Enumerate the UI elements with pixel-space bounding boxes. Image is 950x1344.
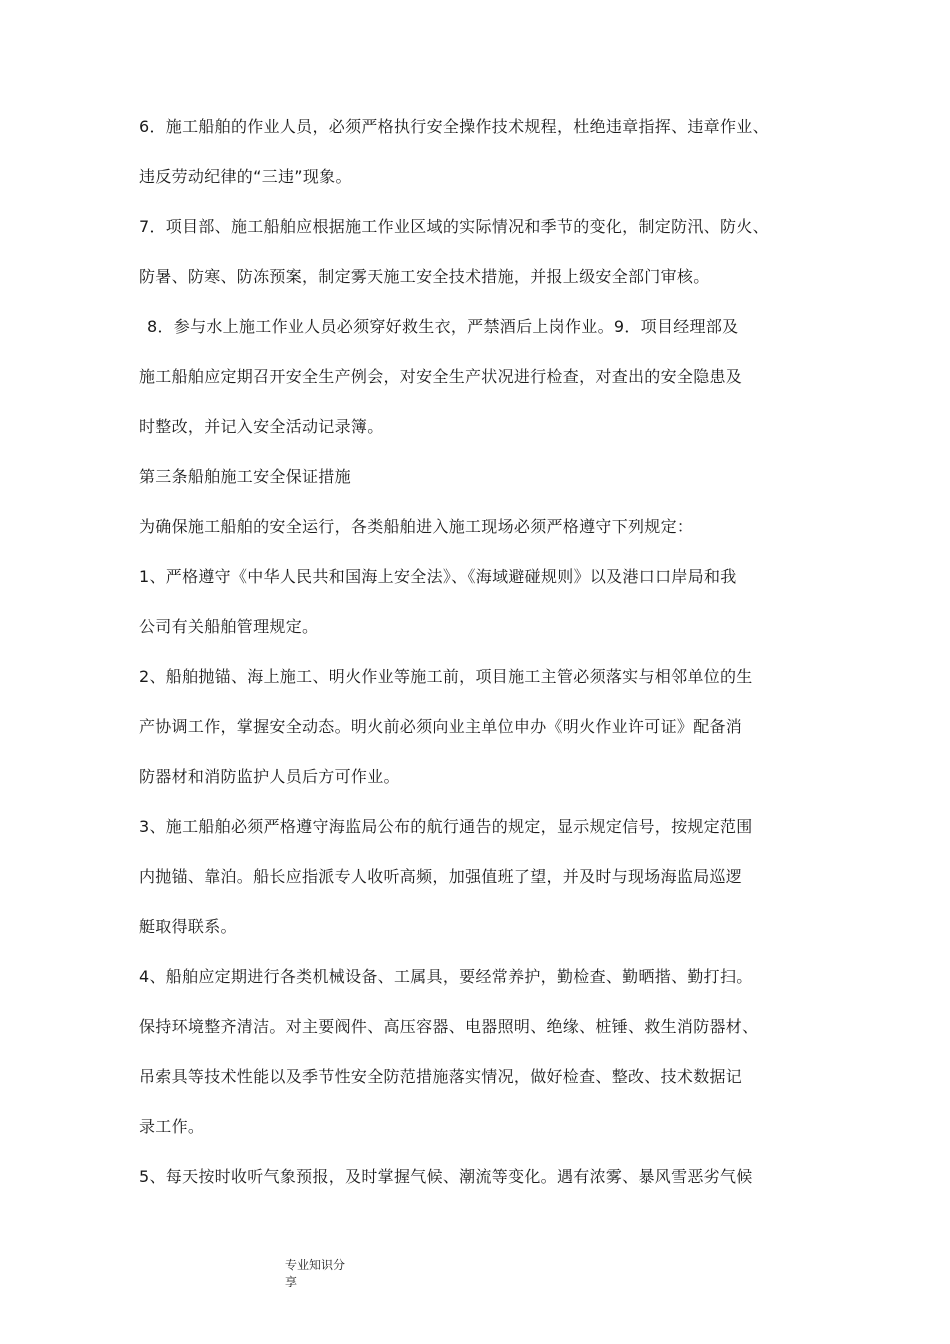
footer-text: 享: [285, 1275, 298, 1289]
text-line: 保持环境整齐清洁。对主要阀件、高压容器、电器照明、绝缘、桩锤、救生消防器材、: [139, 1017, 759, 1036]
text-line: 4、船舶应定期进行各类机械设备、工属具，要经常养护，勤检查、勤晒揩、勤打扫。: [139, 967, 753, 986]
text-line: 艇取得联系。: [139, 917, 237, 936]
text-line: 为确保施工船舶的安全运行，各类船舶进入施工现场必须严格遵守下列规定：: [139, 517, 694, 536]
text-line: 内抛锚、靠泊。船长应指派专人收听高频，加强值班了望，并及时与现场海监局巡逻: [139, 867, 743, 886]
text-line: 7．项目部、施工船舶应根据施工作业区域的实际情况和季节的变化，制定防汛、防火、: [139, 217, 769, 236]
text-line: 5、每天按时收听气象预报，及时掌握气候、潮流等变化。遇有浓雾、暴风雪恶劣气候: [139, 1167, 753, 1186]
text-line: 防暑、防寒、防冻预案，制定雾天施工安全技术措施，并报上级安全部门审核。: [139, 267, 710, 286]
text-line: 3、施工船舶必须严格遵守海监局公布的航行通告的规定，显示规定信号，按规定范围: [139, 817, 753, 836]
text-line: 时整改，并记入安全活动记录簿。: [139, 417, 384, 436]
text-line: 产协调工作，掌握安全动态。明火前必须向业主单位申办《明火作业许可证》配备消: [139, 717, 743, 736]
text-line: 吊索具等技术性能以及季节性安全防范措施落实情况，做好检查、整改、技术数据记: [139, 1067, 743, 1086]
text-line: 1、严格遵守《中华人民共和国海上安全法》、《海域避碰规则》以及港口口岸局和我: [139, 567, 737, 586]
footer-text: 专业知识分: [285, 1258, 346, 1272]
text-line: 公司有关船舶管理规定。: [139, 617, 319, 636]
text-line: 防器材和消防监护人员后方可作业。: [139, 767, 400, 786]
text-line: 违反劳动纪律的“三违”现象。: [139, 167, 352, 186]
section-heading: 第三条船舶施工安全保证措施: [139, 467, 351, 486]
text-line: 2、船舶抛锚、海上施工、明火作业等施工前，项目施工主管必须落实与相邻单位的生: [139, 667, 753, 686]
text-line: 8．参与水上施工作业人员必须穿好救生衣，严禁酒后上岗作业。9．项目经理部及: [147, 317, 739, 336]
text-line: 6．施工船舶的作业人员，必须严格执行安全操作技术规程，杜绝违章指挥、违章作业、: [139, 117, 769, 136]
text-line: 施工船舶应定期召开安全生产例会，对安全生产状况进行检查，对查出的安全隐患及: [139, 367, 743, 386]
text-line: 录工作。: [139, 1117, 205, 1136]
